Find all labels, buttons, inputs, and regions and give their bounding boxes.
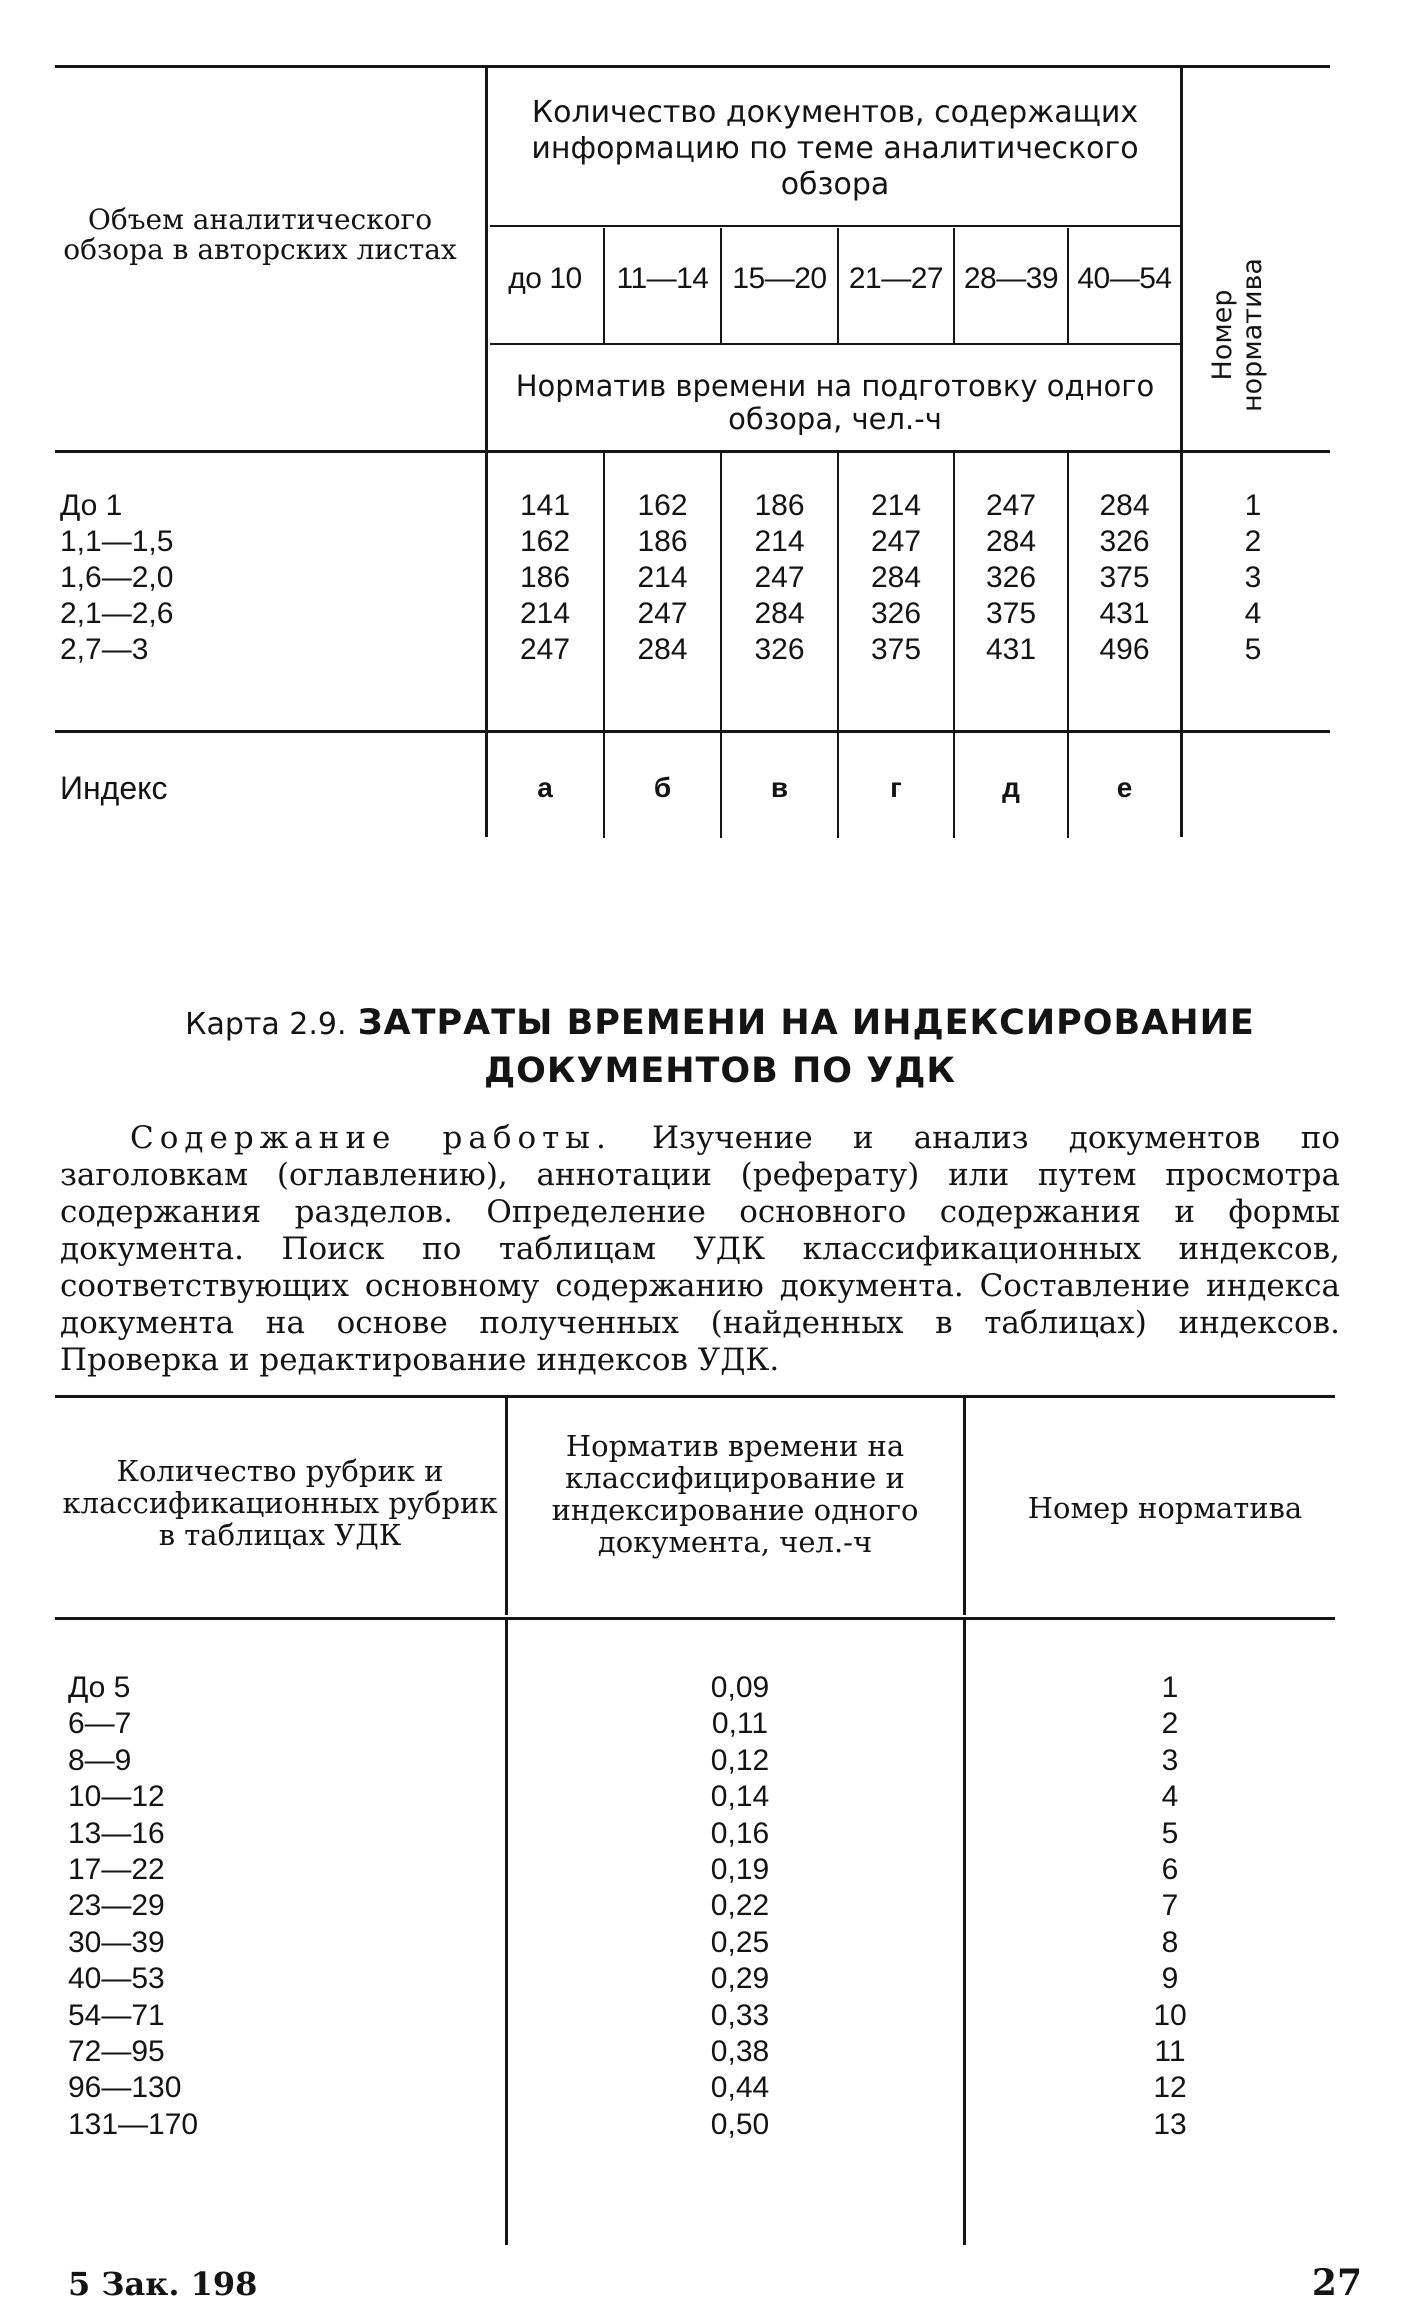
table-2-norm-cell: 5 xyxy=(1161,1816,1179,1850)
table-2-column-ranges xyxy=(68,1670,368,2143)
table-2-vrule xyxy=(505,1620,508,2245)
table-1-vrule xyxy=(485,67,488,837)
table-2-range-cell: 23—29 xyxy=(68,1889,165,1923)
table-2-column-norms xyxy=(1060,1670,1280,2143)
table-1-column-header: до 10 xyxy=(508,262,582,295)
table-1-index-cell: в xyxy=(770,772,789,803)
table-2-norm-cell: 9 xyxy=(1161,1962,1179,1996)
table-1-column-header: 40—54 xyxy=(1077,262,1172,295)
table-2-vrule xyxy=(505,1397,508,1615)
table-2-value-cell: 0,33 xyxy=(710,1998,770,2032)
table-1-cell: 326 xyxy=(985,561,1037,594)
table-1-header-documents: Количество документов, содержащих информацию по теме аналитического обзора xyxy=(531,95,1139,202)
table-1-row-label: 1,6—2,0 xyxy=(60,561,174,594)
table-1-head-rule xyxy=(55,450,1330,453)
table-2-vrule xyxy=(963,1397,966,1615)
table-1-index-cell: б xyxy=(653,772,672,803)
table-1-cell: 186 xyxy=(754,489,805,522)
table-1-index-cell: а xyxy=(537,772,553,803)
table-2-norm-cell: 11 xyxy=(1154,2035,1186,2069)
table-2-value-cell: 0,25 xyxy=(710,1925,770,1959)
table-2-range-cell: 30—39 xyxy=(68,1925,165,1959)
table-1-header-norm-number: Номер норматива xyxy=(1207,258,1268,412)
table-2-value-cell: 0,29 xyxy=(710,1962,770,1996)
table-1-cell: 284 xyxy=(754,597,805,630)
table-2-norm-cell: 6 xyxy=(1161,1853,1179,1887)
table-1-cell: 214 xyxy=(870,489,922,522)
table-1-cell: 247 xyxy=(985,489,1037,522)
table-1-index-label: Индекс xyxy=(60,770,168,806)
table-1-row-label: 1,1—1,5 xyxy=(60,525,174,558)
card-title xyxy=(100,1000,1340,1094)
table-1-cell: 326 xyxy=(870,597,922,630)
table-1-row-label: 2,7—3 xyxy=(60,633,149,666)
table-1-row-labels xyxy=(60,488,173,668)
table-1-column-header: 21—27 xyxy=(848,262,944,295)
table-1-cell: 431 xyxy=(1099,597,1150,630)
table-1-cell: 326 xyxy=(754,633,805,666)
table-2-range-cell: 131—170 xyxy=(68,2107,199,2141)
table-2-value-cell: 0,50 xyxy=(710,2107,770,2141)
table-2-vrule xyxy=(963,1620,966,2245)
table-2-norm-cell: 4 xyxy=(1161,1780,1179,1814)
table-1-cell: 214 xyxy=(754,525,805,558)
table-1-column-norm xyxy=(1183,488,1323,668)
table-1-cell: 162 xyxy=(637,489,688,522)
table-1-index-cell: е xyxy=(1116,772,1133,803)
table-1-cell: 214 xyxy=(637,561,688,594)
table-1-column-values xyxy=(722,488,837,668)
table-1-cell: 375 xyxy=(1099,561,1150,594)
table-2-range-cell: 96—130 xyxy=(68,2071,182,2105)
table-1-body-rule xyxy=(55,730,1330,733)
table-1-column-values xyxy=(839,488,953,668)
table-2-norm-cell: 10 xyxy=(1153,1998,1187,2032)
table-2-column-values xyxy=(600,1670,880,2143)
content-label: Содержание работы. xyxy=(130,1120,612,1156)
table-2-norm-cell: 12 xyxy=(1153,2071,1187,2105)
table-2-range-cell: 40—53 xyxy=(68,1962,165,1996)
table-1-cell: 162 xyxy=(519,525,571,558)
card-title-line-2: ДОКУМЕНТОВ ПО УДК xyxy=(483,1051,957,1091)
table-2-norm-cell: 7 xyxy=(1161,1889,1179,1923)
table-2-norm-cell: 3 xyxy=(1161,1743,1179,1777)
table-2-range-cell: 72—95 xyxy=(68,2035,165,2069)
table-2-range-cell: 17—22 xyxy=(68,1853,165,1887)
table-1-cell: 496 xyxy=(1099,633,1150,666)
table-1-cell: 247 xyxy=(754,561,805,594)
table-2-value-cell: 0,44 xyxy=(710,2071,770,2105)
table-1-column-values xyxy=(605,488,720,668)
table-1-cell: 247 xyxy=(637,597,688,630)
card-label: Карта 2.9. xyxy=(185,1007,347,1042)
card-title-line-1: ЗАТРАТЫ ВРЕМЕНИ НА ИНДЕКСИРОВАНИЕ xyxy=(357,1003,1255,1043)
table-1-norm-cell: 5 xyxy=(1244,633,1262,666)
table-1-column-header: 15—20 xyxy=(732,262,827,295)
table-1-norm-cell: 3 xyxy=(1244,561,1262,594)
table-1-cell: 284 xyxy=(1099,489,1150,522)
table-1-cell: 326 xyxy=(1099,525,1150,558)
table-1-column-header: 11—14 xyxy=(616,262,709,295)
table-1-cell: 214 xyxy=(519,597,571,630)
table-2-range-cell: 10—12 xyxy=(68,1780,165,1814)
table-1-index-cell: д xyxy=(1002,772,1020,803)
table-2-norm-cell: 1 xyxy=(1161,1671,1179,1704)
table-2-norm-cell: 8 xyxy=(1161,1925,1179,1959)
table-1-header-volume: Объем аналитического обзора в авторских листах xyxy=(63,203,457,266)
content-text: Изучение и анализ документов по заголовкам (оглавлению), аннотации (реферату) или путем просмотра содержания разделов. Определение основного содержания и формы документа. Поиск по таблицам УДК классификационных индексов, соответствующих основному содержанию документа. Составление индекса документа на основе полученных (найденных в таблицах) индексов. Проверка и редактирование индексов УДК. xyxy=(60,1120,1340,1378)
table-2-range-cell: 54—71 xyxy=(68,1998,165,2032)
table-1-cell: 186 xyxy=(519,561,571,594)
table-2-value-cell: 0,11 xyxy=(711,1707,769,1741)
table-1-norm-cell: 1 xyxy=(1244,489,1262,522)
table-1-cell: 284 xyxy=(637,633,688,666)
footer-order-mark: 5 Зак. 198 xyxy=(68,2265,258,2303)
table-1-cell: 375 xyxy=(985,597,1037,630)
table-1-column-values xyxy=(487,488,603,668)
table-2-value-cell: 0,19 xyxy=(710,1853,770,1887)
table-1-cell: 247 xyxy=(519,633,571,666)
table-1-norm-cell: 4 xyxy=(1244,597,1262,630)
table-1-norm-cell: 2 xyxy=(1244,525,1262,558)
table-2-header-norm-time: Норматив времени на классифицирование и индексирование одного документа, чел.-ч xyxy=(551,1429,919,1559)
table-2-value-cell: 0,22 xyxy=(710,1889,770,1923)
table-1-cell: 284 xyxy=(985,525,1037,558)
table-1-cell: 431 xyxy=(985,633,1037,666)
table-2-norm-cell: 2 xyxy=(1161,1707,1179,1741)
table-1-row-label: 2,1—2,6 xyxy=(60,597,174,630)
table-1-vrule xyxy=(1180,67,1183,837)
table-1-cell: 375 xyxy=(870,633,922,666)
table-2-value-cell: 0,16 xyxy=(710,1816,770,1850)
table-2-value-cell: 0,14 xyxy=(710,1780,770,1814)
table-2-range-cell: 13—16 xyxy=(68,1816,165,1850)
table-2-range-cell: 8—9 xyxy=(68,1743,132,1777)
table-1-subhead-rule xyxy=(490,225,1180,227)
table-1-index-cell: г xyxy=(890,772,902,803)
table-2-header-norm-number: Номер норматива xyxy=(1027,1491,1303,1525)
table-1-row-label: До 1 xyxy=(60,489,123,522)
table-2-value-cell: 0,12 xyxy=(710,1743,770,1777)
table-1-cell: 247 xyxy=(870,525,922,558)
table-2-value-cell: 0,38 xyxy=(710,2035,770,2069)
table-1-cell: 141 xyxy=(519,489,571,522)
table-2-header-rubrics: Количество рубрик и классификационных рубрик в таблицах УДК xyxy=(62,1454,498,1552)
page-number: 27 xyxy=(1311,2262,1362,2304)
table-1-subhead-rule-2 xyxy=(490,343,1180,345)
content-paragraph xyxy=(60,1120,1340,1379)
table-2-norm-cell: 13 xyxy=(1153,2107,1187,2141)
table-1-column-header: 28—39 xyxy=(963,262,1059,295)
table-2-range-cell: 6—7 xyxy=(68,1707,132,1741)
table-2-value-cell: 0,09 xyxy=(710,1671,770,1704)
table-1-top-rule xyxy=(55,65,1330,68)
table-1-column-values xyxy=(955,488,1067,668)
table-2-range-cell: До 5 xyxy=(68,1671,131,1704)
table-2-top-rule xyxy=(55,1395,1335,1398)
table-1-cell: 284 xyxy=(870,561,922,594)
table-1-header-norm-time: Норматив времени на подготовку одного обзора, чел.-ч xyxy=(515,369,1155,436)
table-1-cell: 186 xyxy=(637,525,688,558)
table-1-column-values xyxy=(1069,488,1180,668)
table-2-head-rule xyxy=(55,1617,1335,1620)
